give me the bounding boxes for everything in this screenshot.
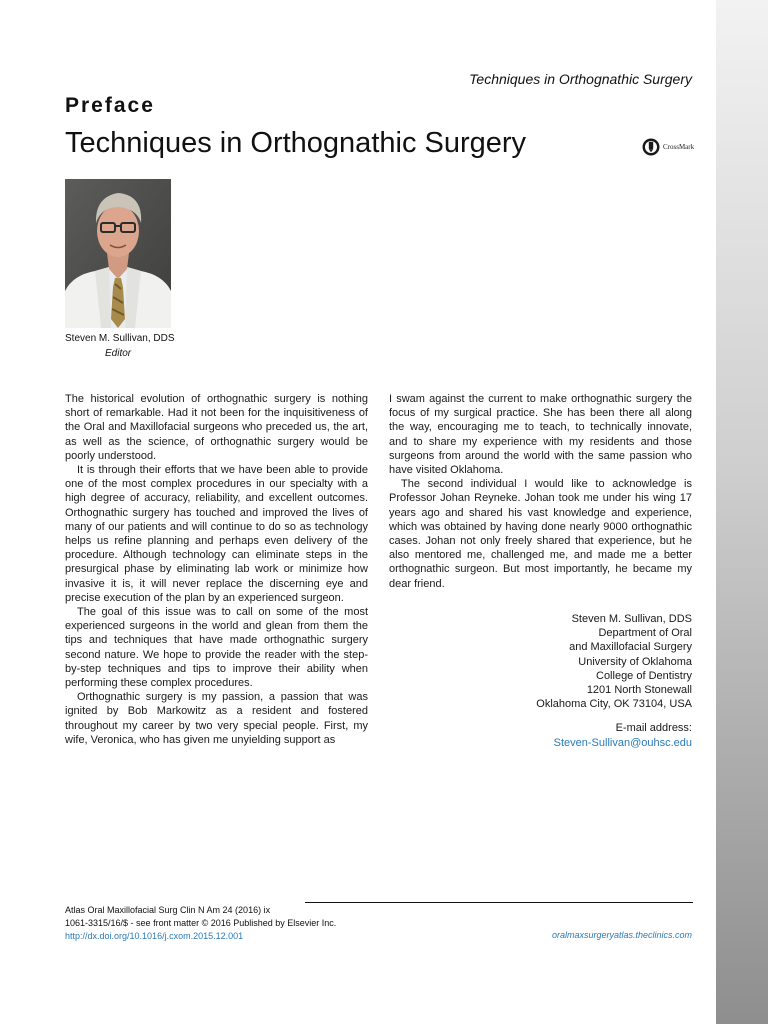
signature-street: 1201 North Stonewall: [586, 684, 692, 697]
footer-citation-block: [65, 904, 336, 943]
section-label: Preface: [65, 94, 155, 117]
body-paragraph: The goal of this issue was to call on some of the most experienced surgeons in the world and glean from them the tips and techniques that have made orthognathic surgery second nature. We hope to provide the reader with the step-by-step techniques and tips to improve their ability when performing these complex procedures.: [65, 606, 368, 690]
signature-city: Oklahoma City, OK 73104, USA: [536, 698, 692, 711]
signature-college: College of Dentistry: [596, 669, 692, 682]
body-paragraph: It is through their efforts that we have been able to provide one of the most complex procedures in our specialty with a high degree of accuracy, reliability, and excellent outcomes. Orthognathic surgery has touched and improved the lives of many of our patients and will continue to do so as technology helps us refine planning and perhaps even delivery of the procedure. Although technology can eliminate steps in the presurgical phase by eliminating lab work or minimize how invasive it is, it will never replace the discerning eye and precise execution of the plan by an experienced surgeon.: [65, 464, 368, 604]
crossmark-icon: [642, 138, 660, 156]
doi-link[interactable]: http://dx.doi.org/10.1016/j.cxom.2015.12.001: [65, 931, 244, 941]
editor-portrait: [65, 179, 171, 328]
spacer: [536, 711, 692, 721]
body-paragraph: The historical evolution of orthognathic surgery is nothing short of remarkable. Had it not been for the inquisitiveness of the Oral and Maxillofacial surgeons who preceded us, the art, as well as the science, of orthognathic surgery would be poorly understood.: [65, 393, 368, 462]
crossmark-badge[interactable]: [642, 137, 694, 157]
body-column-right: [389, 392, 692, 591]
running-title: Techniques in Orthognathic Surgery: [469, 71, 692, 87]
body-column-left: [65, 392, 368, 747]
editor-name: Steven M. Sullivan, DDS: [65, 333, 175, 344]
email-label: E-mail address:: [615, 722, 692, 735]
signature-name: Steven M. Sullivan, DDS: [571, 613, 692, 625]
body-paragraph: Orthognathic surgery is my passion, a passion that was ignited by Bob Markowitz as a resident and fostered throughout my career by two very special people. First, my wife, Veronica, who has given me unyielding support as: [65, 691, 368, 746]
journal-website-link[interactable]: oralmaxsurgeryatlas.theclinics.com: [551, 930, 692, 940]
email-link[interactable]: Steven-Sullivan@ouhsc.edu: [553, 736, 692, 749]
signature-department: and Maxillofacial Surgery: [569, 641, 692, 654]
signature-department: Department of Oral: [598, 627, 692, 640]
body-paragraph: The second individual I would like to acknowledge is Professor Johan Reyneke. Johan took me under his wing 17 years ago and shared his vast knowledge and experience, which was obtained by having done nearly 9000 orthognathic cases. Johan not only freely shared that experience, but he also mentored me, challenged me, and made me a better orthognathic surgeon. But most importantly, he became my dear friend.: [389, 478, 692, 590]
journal-citation: Atlas Oral Maxillofacial Surg Clin N Am 24 (2016) ix: [65, 905, 271, 915]
signature-university: University of Oklahoma: [578, 655, 692, 668]
body-paragraph: I swam against the current to make orthognathic surgery the focus of my surgical practice. She has been there all along the way, encouraging me to teach, to technically innovate, and to share my experience with my residents and those surgeons from around the world with the same passion who have visited Oklahoma.: [389, 393, 692, 477]
signature-block: [536, 612, 692, 750]
crossmark-label: CrossMark: [663, 143, 695, 151]
issn-line: 1061-3315/16/$ - see front matter © 2016 Published by Elsevier Inc.: [65, 918, 337, 928]
article-title: Techniques in Orthognathic Surgery: [65, 127, 527, 159]
page-edge-shadow: [716, 0, 768, 1024]
footer-divider: [305, 902, 693, 903]
editor-role: Editor: [105, 348, 132, 359]
